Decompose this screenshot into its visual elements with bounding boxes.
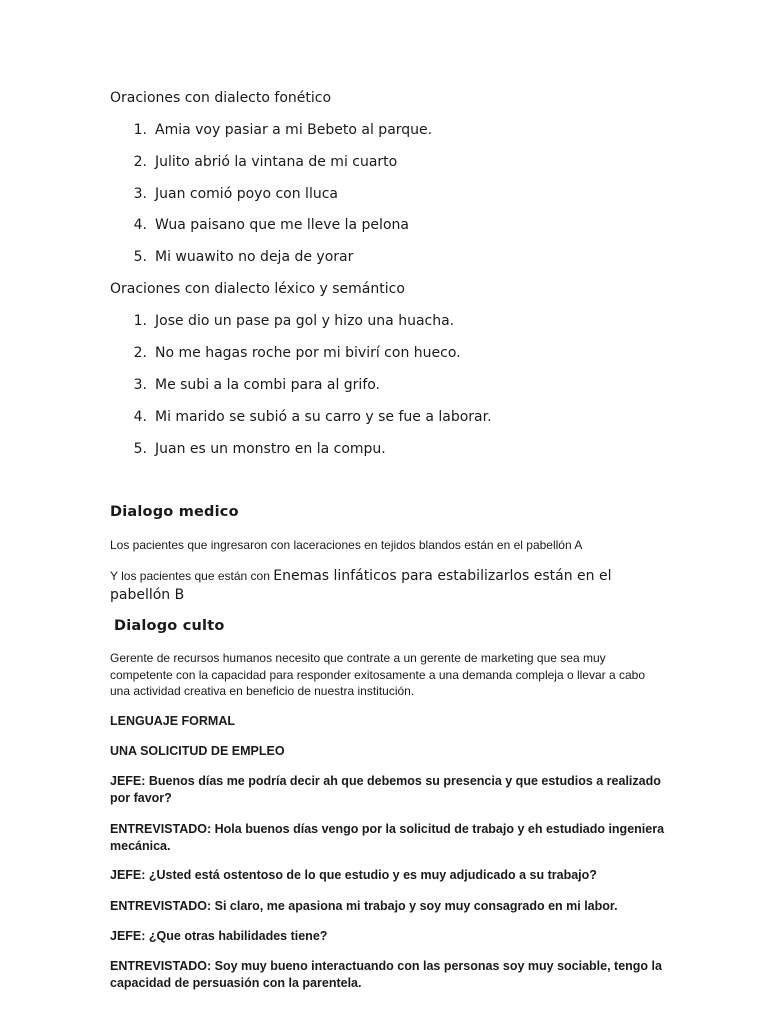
list-number: 1.: [133, 313, 147, 329]
phonetic-item-1: Amia voy pasiar a mi Bebeto al parque.: [155, 122, 433, 138]
list-number: 5.: [133, 249, 147, 265]
phonetic-item-2: Julito abrió la vintana de mi cuarto: [155, 154, 398, 170]
dialogue-line-6: ENTREVISTADO: Soy muy bueno interactuando con las personas soy muy sociable, tengo la capacidad de persuasión con la parentela.: [110, 959, 662, 990]
list-number: 2.: [133, 345, 147, 361]
phonetic-heading: Oraciones con dialecto fonético: [110, 90, 332, 106]
list-number: 3.: [133, 186, 147, 202]
list-number: 4.: [133, 409, 147, 425]
medico-line-2-small: Y los pacientes que están con: [110, 569, 274, 583]
dialogue-line-5: JEFE: ¿Que otras habilidades tiene?: [110, 929, 328, 943]
phonetic-item-3: Juan comió poyo con lluca: [155, 186, 338, 202]
list-number: 1.: [133, 122, 147, 138]
lexical-item-1: Jose dio un pase pa gol y hizo una huacha.: [155, 313, 455, 329]
culto-paragraph: Gerente de recursos humanos necesito que contrate a un gerente de marketing que sea muy competente con la capacidad para responder exitosamente a una demanda compleja o llevar a cabo una actividad creativa en beneficio de nuestra institución.: [110, 651, 646, 698]
culto-heading: Dialogo culto: [114, 618, 225, 634]
lexical-heading: Oraciones con dialecto léxico y semántico: [110, 281, 405, 297]
formal-subheading: UNA SOLICITUD DE EMPLEO: [110, 744, 285, 758]
medico-line-1: Los pacientes que ingresaron con laceraciones en tejidos blandos están en el pabellón A: [110, 538, 583, 552]
lexical-item-2: No me hagas roche por mi bivirí con hueco.: [155, 345, 461, 361]
dialogue-line-3: JEFE: ¿Usted está ostentoso de lo que estudio y es muy adjudicado a su trabajo?: [110, 868, 597, 882]
list-number: 5.: [133, 441, 147, 457]
medico-line-2-large: Enemas linfáticos para estabilizarlos están en el pabellón B: [110, 568, 612, 603]
list-number: 4.: [133, 217, 147, 233]
lexical-item-3: Me subi a la combi para al grifo.: [155, 377, 381, 393]
lexical-item-5: Juan es un monstro en la compu.: [155, 441, 386, 457]
phonetic-item-5: Mi wuawito no deja de yorar: [155, 249, 354, 265]
lexical-item-4: Mi marido se subió a su carro y se fue a laborar.: [155, 409, 492, 425]
phonetic-item-4: Wua paisano que me lleve la pelona: [155, 217, 409, 233]
dialogue-line-1: JEFE: Buenos días me podría decir ah que debemos su presencia y que estudios a realizado por favor?: [110, 774, 661, 805]
dialogue-line-2: ENTREVISTADO: Hola buenos días vengo por la solicitud de trabajo y eh estudiado ingeniera mecánica.: [110, 822, 665, 853]
list-number: 2.: [133, 154, 147, 170]
medico-heading: Dialogo medico: [110, 504, 239, 520]
dialogue-line-4: ENTREVISTADO: Si claro, me apasiona mi trabajo y soy muy consagrado en mi labor.: [110, 899, 618, 913]
medico-line-2: [110, 566, 655, 604]
formal-heading: LENGUAJE FORMAL: [110, 714, 235, 728]
list-number: 3.: [133, 377, 147, 393]
